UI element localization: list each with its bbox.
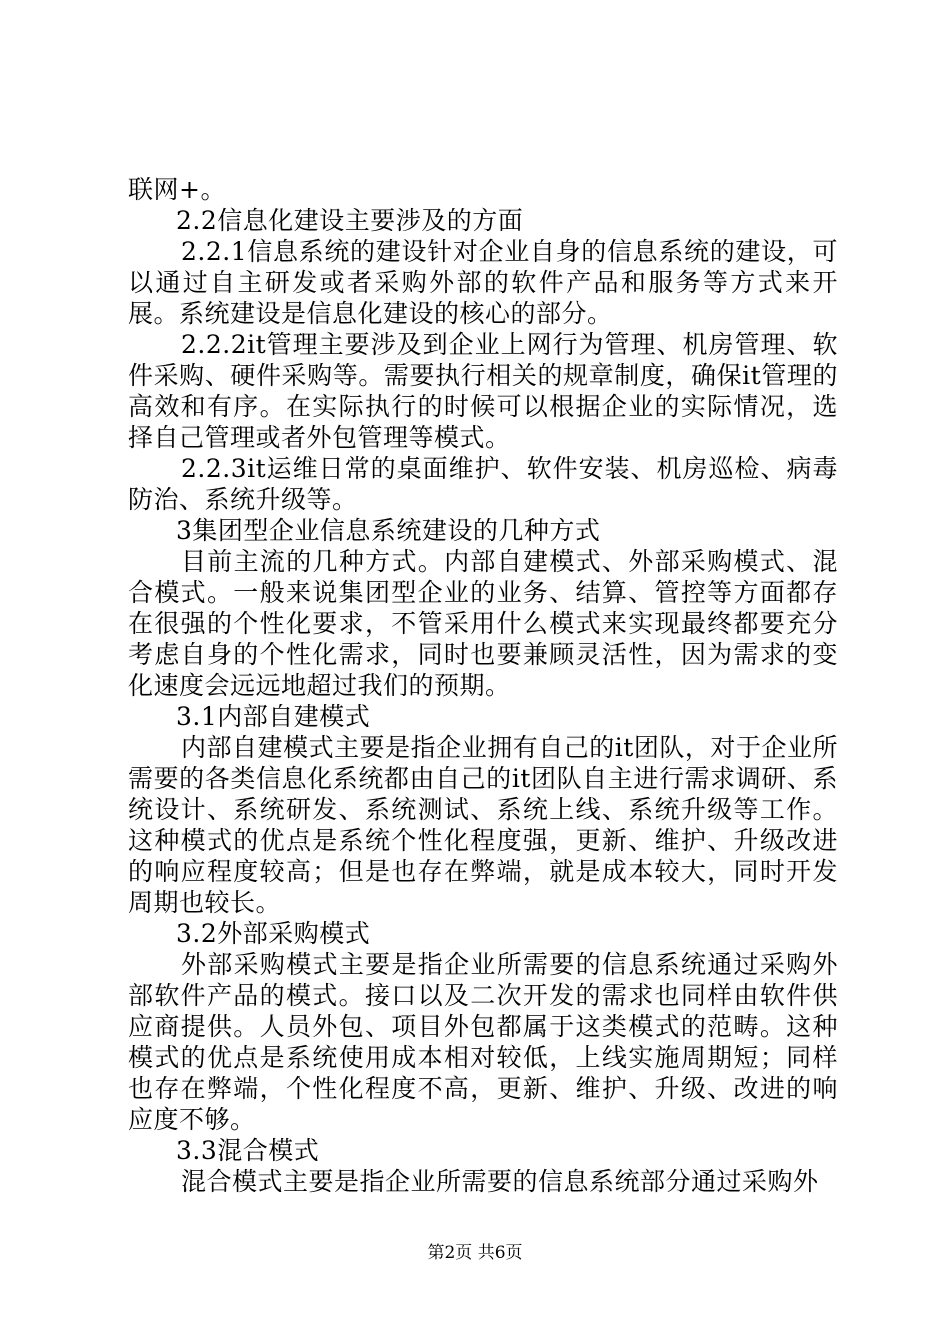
section-heading: 3集团型企业信息系统建设的几种方式	[176, 516, 601, 545]
body-paragraph: 混合模式主要是指企业所需要的信息系统部分通过采购外	[181, 1167, 819, 1196]
page-footer: 第2页 共6页	[427, 1243, 523, 1263]
body-paragraph: 内部自建模式主要是指企业拥有自己的it团队，对于企业所需要的各类信息化系统都由自己的it团队自主进行需求调研、系统设计、系统研发、系统测试、系统上线、系统升级等工作。这种模式的优点是系统个性化程度强，更新、维护、升级改进的响应程度较高；但是也存在弊端，就是成本较大，同时开发周期也较长。	[128, 733, 838, 917]
body-paragraph: 目前主流的几种方式。内部自建模式、外部采购模式、混合模式。一般来说集团型企业的业务、结算、管控等方面都存在很强的个性化要求，不管采用什么模式来实现最终都要充分考虑自身的个性化需求，同时也要兼顾灵活性，因为需求的变化速度会远远地超过我们的预期。	[128, 547, 838, 700]
section-heading: 3.2外部采购模式	[176, 919, 371, 948]
paragraph-continuation: 联网+。	[128, 175, 226, 204]
section-heading: 2.2信息化建设主要涉及的方面	[176, 206, 524, 235]
document-body	[128, 174, 838, 1197]
section-heading: 3.1内部自建模式	[176, 702, 371, 731]
body-paragraph: 外部采购模式主要是指企业所需要的信息系统通过采购外部软件产品的模式。接口以及二次开发的需求也同样由软件供应商提供。人员外包、项目外包都属于这类模式的范畴。这种模式的优点是系统使用成本相对较低，上线实施周期短；同样也存在弊端，个性化程度不高，更新、维护、升级、改进的响应度不够。	[128, 950, 838, 1134]
body-paragraph: 2.2.3it运维日常的桌面维护、软件安装、机房巡检、病毒防治、系统升级等。	[128, 454, 838, 514]
body-paragraph: 2.2.2it管理主要涉及到企业上网行为管理、机房管理、软件采购、硬件采购等。需要执行相关的规章制度，确保it管理的高效和有序。在实际执行的时候可以根据企业的实际情况，选择自己管理或者外包管理等模式。	[128, 330, 838, 452]
body-paragraph: 2.2.1信息系统的建设针对企业自身的信息系统的建设，可以通过自主研发或者采购外部的软件产品和服务等方式来开展。系统建设是信息化建设的核心的部分。	[128, 237, 838, 328]
section-heading: 3.3混合模式	[176, 1136, 320, 1165]
